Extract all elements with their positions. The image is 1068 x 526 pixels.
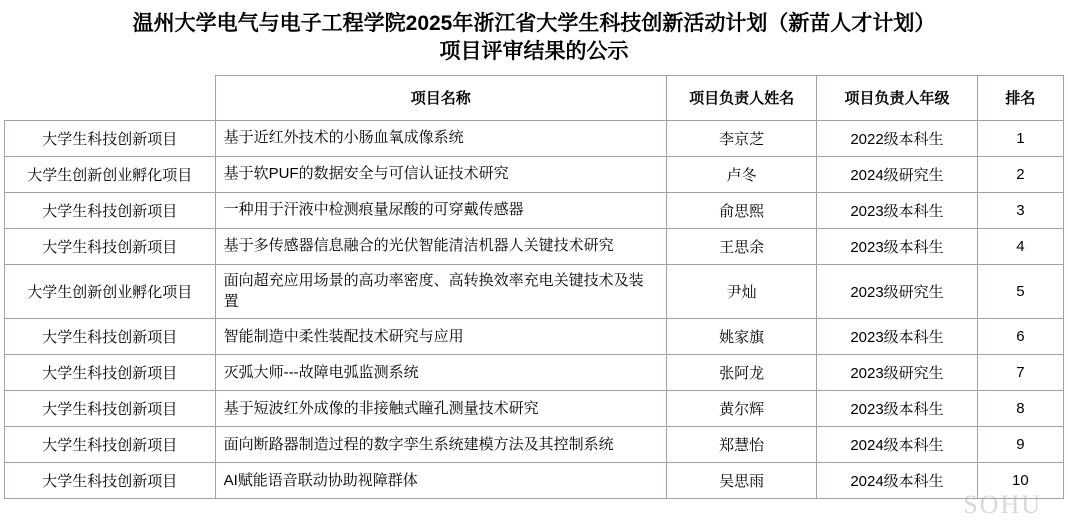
cell-project-type: 大学生科技创新项目 [5, 427, 216, 463]
cell-leader-grade: 2023级研究生 [817, 355, 977, 391]
cell-leader-name: 俞思熙 [666, 192, 816, 228]
cell-leader-name: 张阿龙 [666, 355, 816, 391]
cell-leader-grade: 2024级研究生 [817, 156, 977, 192]
cell-rank: 7 [977, 355, 1063, 391]
cell-rank: 5 [977, 264, 1063, 319]
table-row [5, 120, 1064, 156]
cell-leader-grade: 2024级本科生 [817, 427, 977, 463]
table-row [5, 391, 1064, 427]
cell-project-type: 大学生科技创新项目 [5, 228, 216, 264]
cell-rank: 6 [977, 319, 1063, 355]
cell-leader-grade: 2023级研究生 [817, 264, 977, 319]
cell-leader-grade: 2023级本科生 [817, 192, 977, 228]
cell-project-name: 基于近红外技术的小肠血氧成像系统 [215, 120, 666, 156]
cell-leader-name: 吴思雨 [666, 463, 816, 499]
cell-project-type: 大学生科技创新项目 [5, 192, 216, 228]
column-header-project-name: 项目名称 [215, 75, 666, 120]
cell-project-type: 大学生创新创业孵化项目 [5, 264, 216, 319]
results-table [4, 75, 1064, 500]
cell-rank: 4 [977, 228, 1063, 264]
cell-leader-name: 李京芝 [666, 120, 816, 156]
cell-project-name: 面向超充应用场景的高功率密度、高转换效率充电关键技术及装置 [215, 264, 666, 319]
table-row [5, 427, 1064, 463]
cell-leader-grade: 2024级本科生 [817, 463, 977, 499]
cell-project-type: 大学生科技创新项目 [5, 319, 216, 355]
column-header-leader-grade: 项目负责人年级 [817, 75, 977, 120]
cell-rank: 3 [977, 192, 1063, 228]
cell-rank: 8 [977, 391, 1063, 427]
table-body [5, 120, 1064, 499]
cell-rank: 10 [977, 463, 1063, 499]
cell-leader-name: 尹灿 [666, 264, 816, 319]
table-row [5, 156, 1064, 192]
cell-leader-name: 郑慧怡 [666, 427, 816, 463]
table-row [5, 228, 1064, 264]
cell-leader-name: 黄尔辉 [666, 391, 816, 427]
cell-project-name: 一种用于汗液中检测痕量尿酸的可穿戴传感器 [215, 192, 666, 228]
watermark: SOHU [963, 490, 1042, 519]
cell-project-name: 智能制造中柔性装配技术研究与应用 [215, 319, 666, 355]
page-title-line2: 项目评审结果的公示 [439, 40, 629, 64]
table-row [5, 264, 1064, 319]
column-header-leader-name: 项目负责人姓名 [666, 75, 816, 120]
cell-project-name: 基于短波红外成像的非接触式瞳孔测量技术研究 [215, 391, 666, 427]
cell-project-name: 灭弧大师---故障电弧监测系统 [215, 355, 666, 391]
column-header-type [5, 75, 216, 120]
cell-project-type: 大学生科技创新项目 [5, 120, 216, 156]
cell-leader-name: 姚家旗 [666, 319, 816, 355]
cell-project-type: 大学生科技创新项目 [5, 355, 216, 391]
table-header [5, 75, 1064, 120]
table-row [5, 355, 1064, 391]
cell-leader-name: 卢冬 [666, 156, 816, 192]
cell-project-name: 基于多传感器信息融合的光伏智能清洁机器人关键技术研究 [215, 228, 666, 264]
cell-project-name: AI赋能语音联动协助视障群体 [215, 463, 666, 499]
cell-leader-grade: 2023级本科生 [817, 391, 977, 427]
table-row [5, 192, 1064, 228]
cell-project-type: 大学生创新创业孵化项目 [5, 156, 216, 192]
table-header-row [5, 75, 1064, 120]
table-row [5, 319, 1064, 355]
column-header-rank: 排名 [977, 75, 1063, 120]
cell-rank: 2 [977, 156, 1063, 192]
page-title [0, 0, 1068, 75]
cell-project-type: 大学生科技创新项目 [5, 463, 216, 499]
cell-leader-grade: 2023级本科生 [817, 228, 977, 264]
cell-rank: 9 [977, 427, 1063, 463]
cell-leader-name: 王思余 [666, 228, 816, 264]
cell-project-name: 面向断路器制造过程的数字孪生系统建模方法及其控制系统 [215, 427, 666, 463]
cell-rank: 1 [977, 120, 1063, 156]
cell-project-name: 基于软PUF的数据安全与可信认证技术研究 [215, 156, 666, 192]
cell-leader-grade: 2022级本科生 [817, 120, 977, 156]
cell-leader-grade: 2023级本科生 [817, 319, 977, 355]
cell-project-type: 大学生科技创新项目 [5, 391, 216, 427]
table-row [5, 463, 1064, 499]
page-title-line1: 温州大学电气与电子工程学院2025年浙江省大学生科技创新活动计划（新苗人才计划） [132, 12, 936, 35]
